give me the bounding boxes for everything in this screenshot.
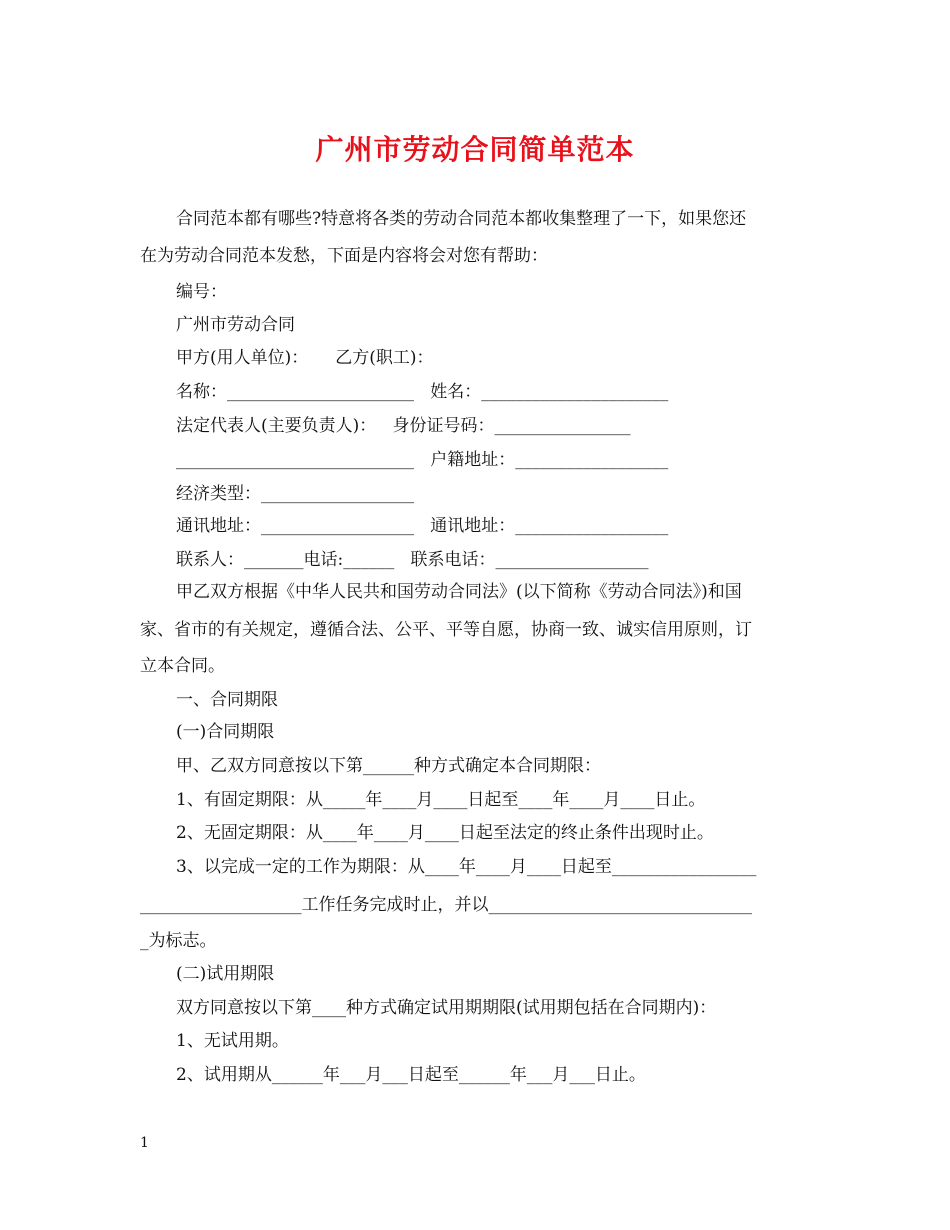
party-headings: 甲方(用人单位)： 乙方(职工)： — [176, 348, 434, 368]
intro-line-2: 在为劳动合同范本发愁，下面是内容将会对您有帮助： — [140, 246, 548, 266]
task-term-line-3: _为标志。 — [140, 931, 217, 951]
contact-fields: 联系人：_______电话:______ 联系电话：__________________ — [176, 550, 649, 570]
open-term-line: 2、无固定期限：从____年____月____日起至法定的终止条件出现时止。 — [176, 823, 714, 843]
name-fields: 名称：______________________ 姓名：______________________ — [176, 382, 669, 402]
probation-period-line: 2、试用期从______年___月___日起至______年___月___日止。 — [176, 1065, 646, 1085]
page-number: 1 — [140, 1135, 149, 1151]
no-probation-line: 1、无试用期。 — [176, 1031, 289, 1051]
section-heading-1: 一、合同期限 — [176, 690, 278, 710]
probation-method-line: 双方同意按以下第____种方式确定试用期期限(试用期包括在合同期内)： — [176, 998, 717, 1018]
serial-number-label: 编号： — [176, 282, 227, 302]
preamble-line-1: 甲乙双方根据《中华人民共和国劳动合同法》(以下简称《劳动合同法》)和国 — [176, 582, 742, 602]
subsection-heading-2: (二)试用期限 — [176, 964, 275, 984]
document-title: 广州市劳动合同简单范本 — [315, 133, 635, 166]
preamble-line-3: 立本合同。 — [140, 656, 225, 676]
task-term-line-1: 3、以完成一定的工作为期限：从____年____月____日起至_________________ — [176, 857, 757, 877]
intro-line-1: 合同范本都有哪些?特意将各类的劳动合同范本都收集整理了一下，如果您还 — [176, 209, 747, 229]
subsection-heading-1: (一)合同期限 — [176, 722, 275, 742]
legal-rep-fields: 法定代表人(主要负责人)： 身份证号码：________________ — [176, 416, 631, 436]
preamble-line-2: 家、省市的有关规定，遵循合法、公平、平等自愿，协商一致、诚实信用原则，订 — [140, 620, 752, 640]
fixed-term-line: 1、有固定期限：从_____年____月____日起至____年____月____日止。 — [176, 790, 706, 810]
mailing-address-fields: 通讯地址：__________________ 通讯地址：__________________ — [176, 516, 669, 536]
term-method-line: 甲、乙双方同意按以下第______种方式确定本合同期限： — [176, 756, 601, 776]
household-address-field: ____________________________ 户籍地址：__________________ — [176, 450, 669, 470]
economic-type-field: 经济类型：__________________ — [176, 484, 414, 504]
contract-name: 广州市劳动合同 — [176, 315, 295, 335]
task-term-line-2: ___________________工作任务完成时止，并以_______________________________ — [140, 895, 752, 915]
